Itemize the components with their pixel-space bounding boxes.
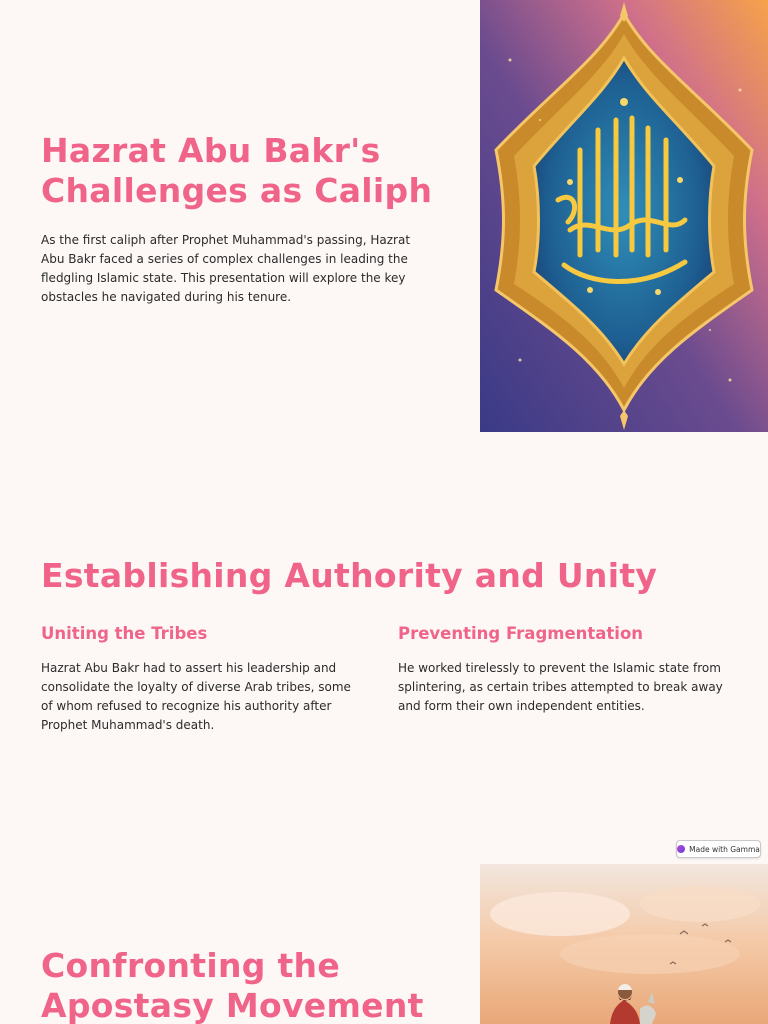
badge-label: Made with Gamma bbox=[689, 844, 760, 854]
column-text: Hazrat Abu Bakr had to assert his leadership and consolidate the loyalty of diverse Arab tribes, some of whom refused to recognize his authority after Prophet Muhammad's death. bbox=[41, 661, 351, 732]
slide-intro-text: As the first caliph after Prophet Muhammad's passing, Hazrat Abu Bakr faced a series of complex challenges in leading the fledgling Islamic state. This presentation will explore the key obstacles he navigated during his tenure. bbox=[41, 233, 411, 304]
rider-illustration-image bbox=[480, 864, 768, 1024]
islamic-calligraphy-image bbox=[480, 0, 768, 432]
slide-title: Confronting the Apostasy Movement bbox=[41, 946, 424, 1024]
column-heading: Uniting the Tribes bbox=[41, 624, 208, 643]
column-heading: Preventing Fragmentation bbox=[398, 624, 644, 643]
gamma-logo-icon bbox=[677, 845, 685, 853]
slide-title: Hazrat Abu Bakr's Challenges as Caliph bbox=[41, 131, 433, 210]
made-with-gamma-badge[interactable] bbox=[676, 840, 761, 858]
column-text: He worked tirelessly to prevent the Islamic state from splintering, as certain tribes attempted to break away and form their own independent entities. bbox=[398, 661, 723, 713]
slide-title: Establishing Authority and Unity bbox=[41, 556, 658, 595]
